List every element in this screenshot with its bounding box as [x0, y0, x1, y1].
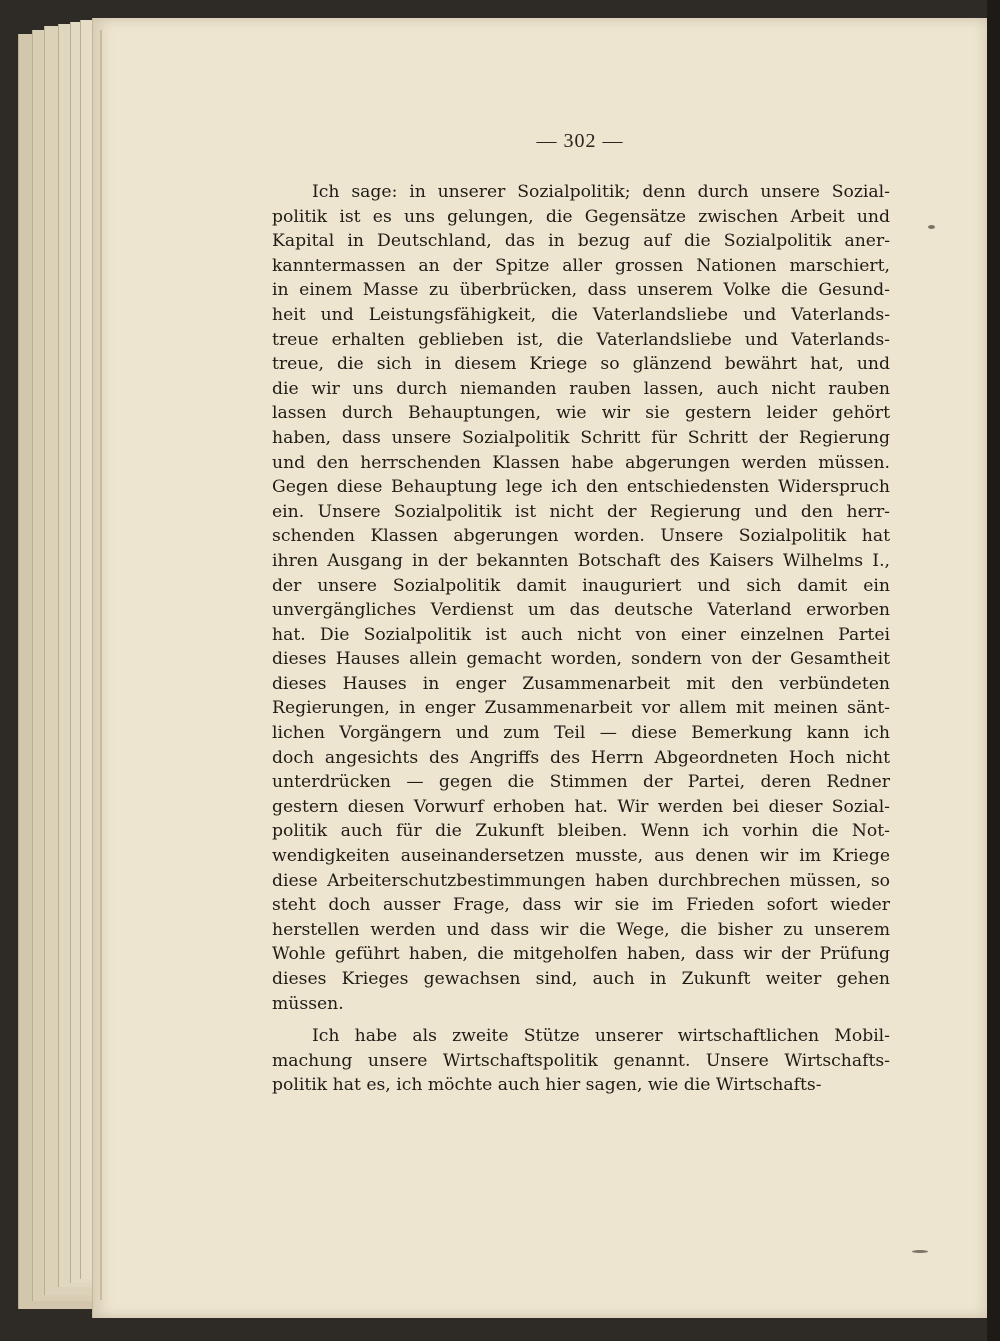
text-line: schenden Klassen abgerungen worden. Unsere Sozialpolitik hat — [272, 526, 890, 547]
paper-speck — [912, 1250, 928, 1253]
text-line: gestern diesen Vorwurf erhoben hat. Wir werden bei dieser Sozial- — [272, 796, 890, 817]
gutter-line — [100, 30, 102, 1300]
text-line: Gegen diese Behauptung lege ich den entschiedensten Widerspruch — [272, 477, 890, 498]
text-line: Wohle geführt haben, die mitgeholfen haben, dass wir der Prüfung — [272, 944, 890, 965]
text-line: ein. Unsere Sozialpolitik ist nicht der Regierung und den herr- — [272, 501, 890, 522]
text-line: machung unsere Wirtschaftspolitik genannt. Unsere Wirtschafts- — [272, 1050, 890, 1071]
paragraph-gap — [272, 1016, 890, 1024]
text-line: diese Arbeiterschutzbestimmungen haben durchbrechen müssen, so — [272, 870, 890, 891]
text-line: heit und Leistungsfähigkeit, die Vaterlandsliebe und Vaterlands- — [272, 304, 890, 325]
body-text — [272, 180, 890, 1098]
text-line: Ich habe als zweite Stütze unserer wirtschaftlichen Mobil- — [312, 1026, 890, 1047]
text-line: unvergängliches Verdienst um das deutsche Vaterland erworben — [272, 600, 890, 621]
text-line: treue, die sich in diesem Kriege so glänzend bewährt hat, und — [272, 354, 890, 375]
paragraph — [272, 1024, 890, 1098]
text-line: dieses Hauses in enger Zusammenarbeit mit den verbündeten — [272, 673, 890, 694]
text-line: politik auch für die Zukunft bleiben. Wenn ich vorhin die Not- — [272, 821, 890, 842]
page-number: — 302 — — [536, 130, 624, 152]
text-line: treue erhalten geblieben ist, die Vaterlandsliebe und Vaterlands- — [272, 329, 890, 350]
text-line: Ich sage: in unserer Sozialpolitik; denn durch unsere Sozial- — [312, 182, 890, 202]
text-line: haben, dass unsere Sozialpolitik Schritt für Schritt der Regierung — [272, 427, 890, 448]
text-line: der unsere Sozialpolitik damit inauguriert und sich damit ein — [272, 575, 890, 596]
text-line: ihren Ausgang in der bekannten Botschaft des Kaisers Wilhelms I., — [272, 550, 890, 571]
text-line: wendigkeiten auseinandersetzen musste, aus denen wir im Kriege — [272, 846, 890, 867]
text-line: Regierungen, in enger Zusammenarbeit vor allem mit meinen sänt- — [272, 698, 890, 719]
text-line: lichen Vorgängern und zum Teil — diese Bemerkung kann ich — [272, 723, 890, 744]
text-line: müssen. — [272, 993, 344, 1014]
text-line: Kapital in Deutschland, das in bezug auf die Sozialpolitik aner- — [272, 231, 890, 252]
text-line: und den herrschenden Klassen habe abgerungen werden müssen. — [272, 452, 890, 473]
text-line: dieses Krieges gewachsen sind, auch in Zukunft weiter gehen — [272, 969, 890, 989]
text-line: politik ist es uns gelungen, die Gegensätze zwischen Arbeit und — [272, 206, 890, 227]
scan-border — [987, 0, 1000, 1341]
text-line: doch angesichts des Angriffs des Herrn Abgeordneten Hoch nicht — [272, 747, 890, 768]
text-line: hat. Die Sozialpolitik ist auch nicht von einer einzelnen Partei — [272, 624, 890, 645]
text-line: politik hat es, ich möchte auch hier sagen, wie die Wirtschafts- — [272, 1075, 822, 1096]
text-line: die wir uns durch niemanden rauben lassen, auch nicht rauben — [272, 378, 890, 399]
paper-speck — [928, 225, 935, 229]
text-line: herstellen werden und dass wir die Wege, die bisher zu unserem — [272, 919, 890, 940]
text-line: lassen durch Behauptungen, wie wir sie gestern leider gehört — [272, 403, 890, 424]
text-line: steht doch ausser Frage, dass wir sie im Frieden sofort wieder — [272, 895, 890, 916]
paragraph — [272, 180, 890, 1016]
text-line: unterdrücken — gegen die Stimmen der Partei, deren Redner — [272, 772, 890, 793]
text-line: dieses Hauses allein gemacht worden, sondern von der Gesamtheit — [272, 649, 890, 670]
text-line: in einem Masse zu überbrücken, dass unserem Volke die Gesund- — [272, 280, 890, 301]
text-line: kanntermassen an der Spitze aller grossen Nationen marschiert, — [272, 255, 890, 276]
